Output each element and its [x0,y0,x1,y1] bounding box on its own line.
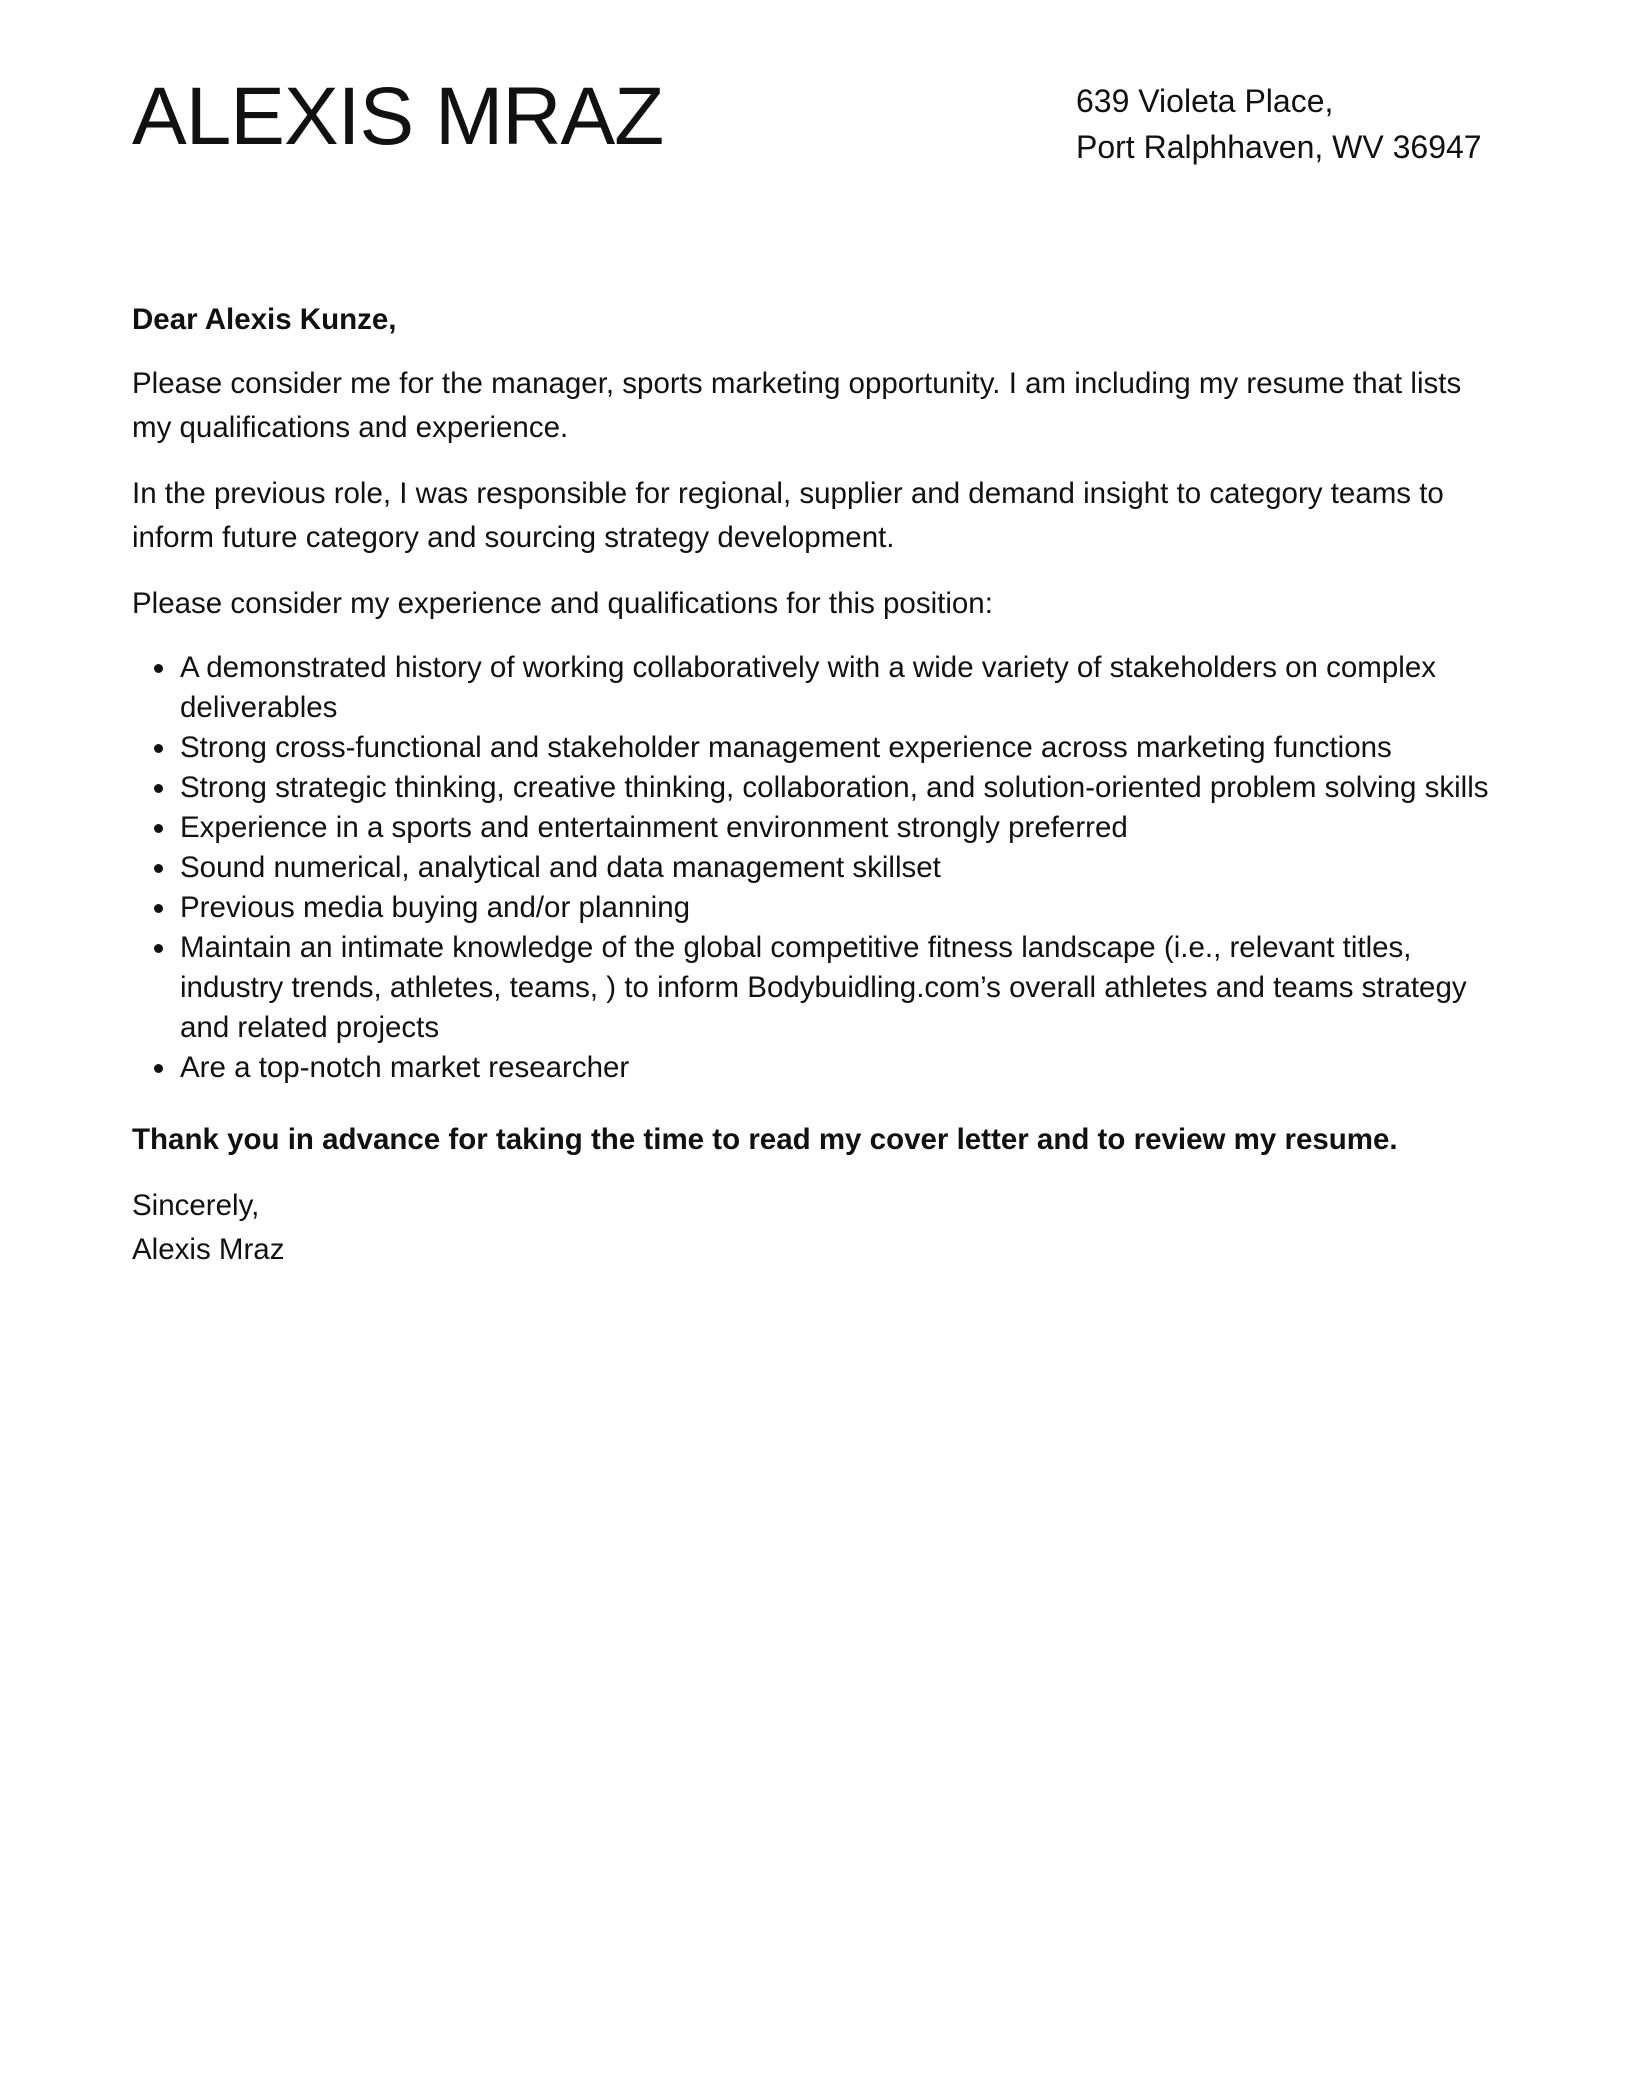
list-item [132,1048,1500,1088]
list-item-text: Experience in a sports and entertainment environment strongly preferred [180,811,1128,844]
applicant-name: ALEXIS MRAZ [132,71,664,162]
signature-name: Alexis Mraz [132,1233,285,1266]
list-item-text: Strong cross-functional and stakeholder management experience across marketing functions [180,731,1392,764]
address-block [1076,78,1482,170]
address-line-1: 639 Violeta Place, [1076,83,1334,119]
list-item [132,928,1500,1048]
address-line-2: Port Ralphhaven, WV 36947 [1076,129,1482,165]
list-item [132,648,1500,728]
paragraph-intro: Please consider me for the manager, sports marketing opportunity. I am including my resume that lists my qualifications and experience. [132,367,1462,444]
paragraph-previous-role: In the previous role, I was responsible for regional, supplier and demand insight to category teams to inform future category and sourcing strategy development. [132,477,1444,554]
salutation: Dear Alexis Kunze, [132,303,397,336]
closing-statement: Thank you in advance for taking the time to read my cover letter and to review my resume. [132,1123,1398,1156]
list-item [132,888,1500,928]
list-item [132,728,1500,768]
list-item [132,848,1500,888]
bullet-icon [154,824,163,833]
bullet-icon [154,1064,163,1073]
list-item-text: Strong strategic thinking, creative thinking, collaboration, and solution-oriented problem solving skills [180,771,1489,804]
qualifications-list [132,648,1500,1088]
list-item-text: Are a top-notch market researcher [180,1051,630,1084]
bullet-icon [154,784,163,793]
bullet-icon [154,944,163,953]
bullet-icon [154,864,163,873]
list-item [132,808,1500,848]
letter-body [132,298,1500,1272]
bullet-icon [154,664,163,673]
signoff: Sincerely, [132,1189,260,1222]
list-item-text: Previous media buying and/or planning [180,891,691,924]
bullet-icon [154,904,163,913]
paragraph-qualifications-lead: Please consider my experience and qualifications for this position: [132,587,993,620]
bullet-icon [154,744,163,753]
list-item [132,768,1500,808]
list-item-text: Sound numerical, analytical and data management skillset [180,851,941,884]
signoff-block [132,1184,1500,1272]
list-item-text: A demonstrated history of working collaboratively with a wide variety of stakeholders on complex deliverables [180,651,1436,724]
list-item-text: Maintain an intimate knowledge of the global competitive fitness landscape (i.e., relevant titles, industry trends, athletes, teams, ) to inform Bodybuidling.com’s overall athletes and teams strategy and related projects [180,931,1467,1044]
